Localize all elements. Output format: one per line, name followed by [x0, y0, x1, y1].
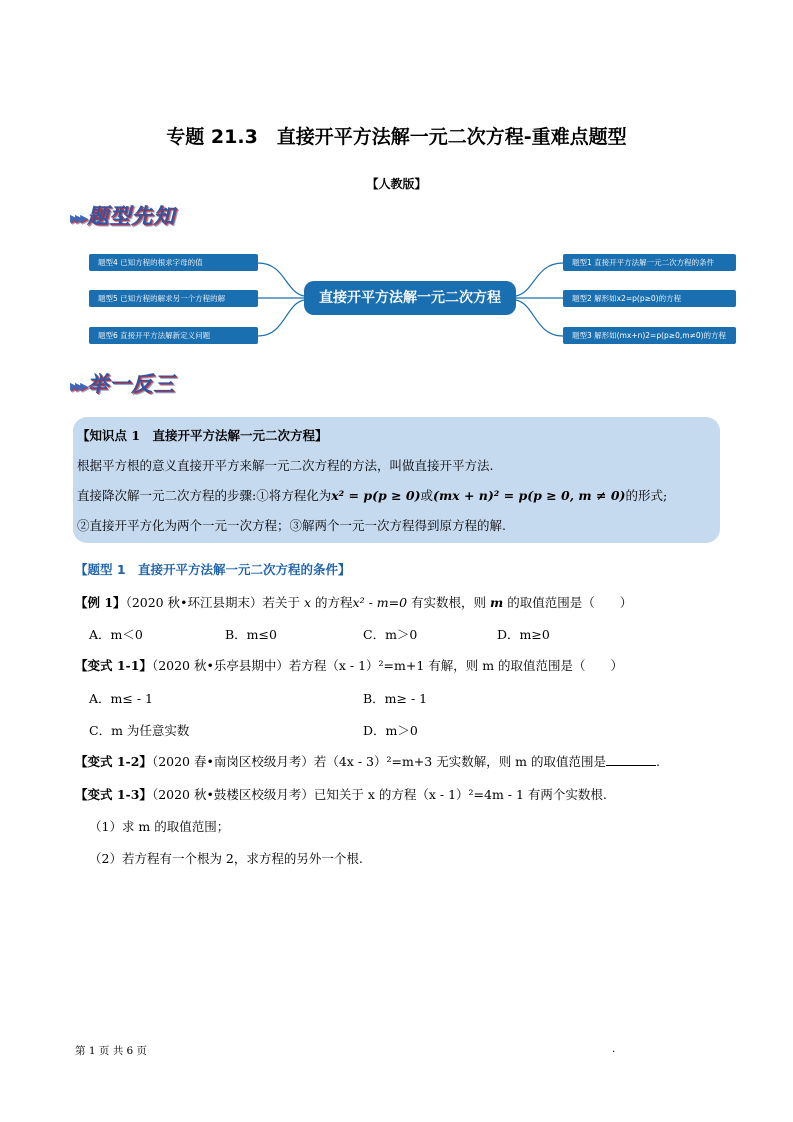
- connector-left-1: [258, 263, 304, 296]
- variant11-label: 【变式 1-1】: [75, 658, 152, 673]
- connector-right-1: [516, 263, 563, 296]
- mindmap-node-topic3: 题型3 解形如(mx+n)2=p(p≥0,m≠0)的方程: [563, 327, 736, 344]
- example1-var-x: x: [303, 595, 312, 610]
- example1-question: [75, 593, 632, 611]
- mindmap-center-node: 直接开平方法解一元二次方程: [304, 281, 516, 315]
- knowledge-line-1: 根据平方根的意义直接开平方来解一元二次方程的方法，叫做直接开平方法.: [77, 458, 494, 473]
- variant11-option-d: D．m＞0: [363, 723, 418, 738]
- example1-option-a: A．m＜0: [89, 627, 143, 642]
- variant11-option-a: A．m≤ - 1: [89, 691, 153, 706]
- example1-equation: x² - m=0: [352, 595, 408, 610]
- banner-preview-text: 题型先知: [87, 204, 176, 228]
- variant11-option-c: C．m 为任意实数: [89, 723, 190, 738]
- example1-var-m: m: [490, 595, 504, 610]
- example1-label: 【例 1】: [75, 595, 126, 610]
- formula-2: (mx + n)² = p(p ≥ 0, m ≠ 0): [433, 488, 626, 503]
- knowledge-line-2-mid: 或: [420, 488, 434, 503]
- page-title: 专题 21.3 直接开平方法解一元二次方程-重难点题型: [166, 126, 627, 148]
- knowledge-box: [73, 417, 720, 543]
- variant13-subquestion-1: （1）求 m 的取值范围；: [89, 819, 230, 834]
- variant11-text: （2020 秋•乐亭县期中）若方程（x - 1）²=m+1 有解，则 m 的取值范围是（ ）: [151, 658, 624, 673]
- page-footer: 第 1 页 共 6 页: [75, 1045, 148, 1057]
- variant13-label: 【变式 1-3】: [75, 787, 152, 802]
- mindmap-node-topic4: 题型4 已知方程的根求字母的值: [89, 254, 258, 271]
- connector-left-3: [258, 300, 304, 336]
- knowledge-line-2: [77, 484, 720, 514]
- triple-arrow-icon: ▸▸▸: [70, 376, 86, 395]
- example1-text-tail: 的取值范围是（ ）: [507, 595, 633, 610]
- example1-text-end: 有实数根，则: [411, 595, 487, 610]
- variant12-question: [75, 752, 660, 770]
- banner-practice: [70, 368, 175, 398]
- variant11-question: [75, 656, 623, 674]
- mindmap-node-topic2: 题型2 解形如x2=p(p≥0)的方程: [563, 290, 736, 307]
- variant11-option-b: B．m≥ - 1: [363, 691, 428, 706]
- example1-text-mid: 的方程: [315, 595, 353, 610]
- edition-label: 【人教版】: [366, 177, 427, 191]
- knowledge-line-2-prefix: 直接降次解一元二次方程的步骤:①将方程化为: [77, 488, 332, 503]
- knowledge-heading: 【知识点 1 直接开平方法解一元二次方程】: [77, 428, 328, 443]
- example1-source: （2020 秋•环江县期末）若关于: [125, 595, 300, 610]
- variant13-subquestion-2: （2）若方程有一个根为 2，求方程的另外一个根.: [89, 851, 363, 866]
- mindmap-node-topic6: 题型6 直接开平方法解新定义问题: [89, 327, 258, 344]
- example1-option-b: B．m≤0: [225, 627, 277, 642]
- topic1-heading: 【题型 1 直接开平方法解一元二次方程的条件】: [75, 562, 351, 577]
- footer-dot: .: [612, 1043, 616, 1055]
- knowledge-line-3: ②直接开平方化为两个一元一次方程；③解两个一元一次方程得到原方程的解.: [77, 518, 506, 533]
- variant13-question: [75, 785, 607, 803]
- connector-right-3: [516, 300, 563, 336]
- variant12-text: （2020 春•南岗区校级月考）若（4x - 3）²=m+3 无实数解，则 m 的取值范围是: [151, 754, 607, 769]
- banner-preview: [70, 200, 175, 230]
- triple-arrow-icon: ▸▸▸: [70, 208, 86, 227]
- example1-option-d: D．m≥0: [497, 627, 550, 642]
- answer-blank[interactable]: [606, 754, 656, 766]
- banner-practice-text: 举一反三: [87, 372, 176, 396]
- mindmap-node-topic5: 题型5 已知方程的解求另一个方程的解: [89, 290, 258, 307]
- variant12-tail: .: [656, 754, 660, 769]
- mindmap-node-topic1: 题型1 直接开平方法解一元二次方程的条件: [563, 254, 736, 271]
- variant13-text: （2020 秋•鼓楼区校级月考）已知关于 x 的方程（x - 1）²=4m - 1 有两个实数根.: [151, 787, 607, 802]
- knowledge-line-2-suffix: 的形式;: [625, 488, 668, 503]
- example1-option-c: C．m＞0: [363, 627, 418, 642]
- variant12-label: 【变式 1-2】: [75, 754, 152, 769]
- formula-1: x² = p(p ≥ 0): [331, 488, 421, 503]
